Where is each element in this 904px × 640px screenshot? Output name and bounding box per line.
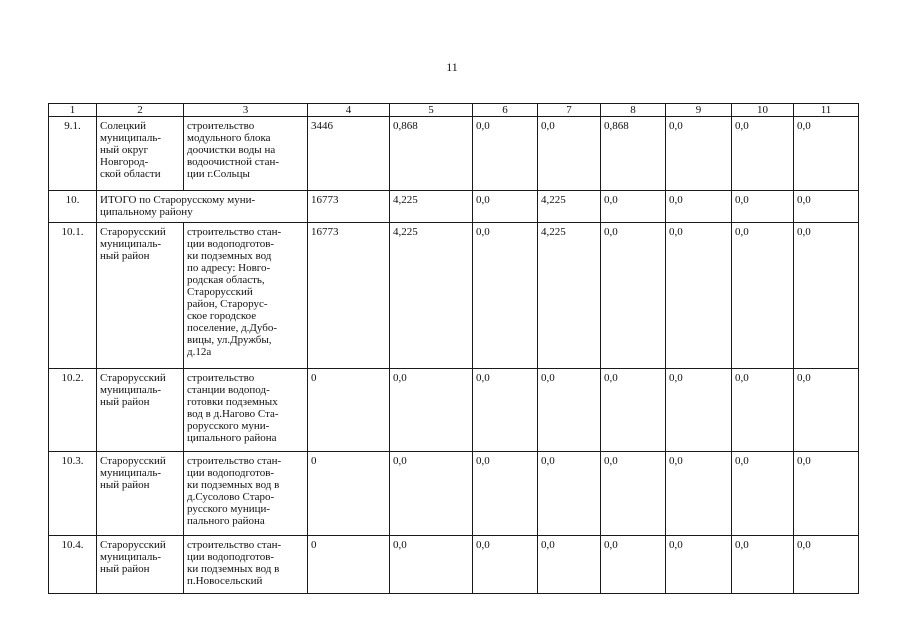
project-description-cell: строительство стан- ции водоподготов- ки подземных вод в д.Сусолово Старо- русского муници- пального района [184, 452, 308, 536]
value-cell: 0,0 [601, 452, 666, 536]
column-number: 4 [308, 104, 390, 117]
value-cell: 0 [308, 369, 390, 452]
table-row [49, 117, 859, 191]
column-number-row [49, 104, 859, 117]
value-cell: 0,0 [666, 452, 732, 536]
row-number: 10.1. [49, 223, 97, 369]
value-cell: 0,0 [732, 369, 794, 452]
project-description-cell: строительство стан- ции водоподготов- ки подземных вод по адресу: Новго- родская область, Старорусский район, Старорус- ское городское поселение, д.Дубо- вицы, ул.Дружбы, д.12а [184, 223, 308, 369]
value-cell: 0,0 [666, 117, 732, 191]
project-description-cell: строительство модульного блока доочистки воды на водоочистной стан- ции г.Сольцы [184, 117, 308, 191]
value-cell: 3446 [308, 117, 390, 191]
value-cell: 0,0 [473, 223, 538, 369]
value-cell: 0,0 [666, 223, 732, 369]
municipality-cell: Солецкий муниципаль- ный округ Новгород- ской области [97, 117, 184, 191]
value-cell: 0,0 [473, 369, 538, 452]
value-cell: 0,0 [794, 369, 859, 452]
value-cell: 0,0 [666, 369, 732, 452]
column-number: 2 [97, 104, 184, 117]
municipality-cell: Старорусский муниципаль- ный район [97, 536, 184, 594]
table-row [49, 536, 859, 594]
value-cell: 0 [308, 452, 390, 536]
row-number: 10. [49, 191, 97, 223]
total-label-cell: ИТОГО по Старорусскому муни- ципальному району [97, 191, 308, 223]
column-number: 6 [473, 104, 538, 117]
row-number: 10.2. [49, 369, 97, 452]
value-cell: 0,0 [794, 536, 859, 594]
value-cell: 0,0 [794, 452, 859, 536]
value-cell: 4,225 [538, 191, 601, 223]
column-number: 7 [538, 104, 601, 117]
table-row [49, 223, 859, 369]
municipality-cell: Старорусский муниципаль- ный район [97, 369, 184, 452]
row-number: 9.1. [49, 117, 97, 191]
table-row [49, 452, 859, 536]
page-number: 11 [446, 60, 458, 74]
value-cell: 0,0 [538, 117, 601, 191]
value-cell: 0,868 [390, 117, 473, 191]
investment-table [48, 103, 859, 594]
value-cell: 0,0 [732, 452, 794, 536]
value-cell: 0,0 [601, 223, 666, 369]
project-description-cell: строительство станции водопод- готовки подземных вод в д.Нагово Ста- рорусского муни- ципального района [184, 369, 308, 452]
value-cell: 0,0 [473, 536, 538, 594]
value-cell: 0,0 [732, 191, 794, 223]
column-number: 11 [794, 104, 859, 117]
value-cell: 0,0 [601, 369, 666, 452]
value-cell: 0,0 [666, 536, 732, 594]
value-cell: 0,0 [390, 452, 473, 536]
value-cell: 0,0 [538, 452, 601, 536]
column-number: 3 [184, 104, 308, 117]
value-cell: 0,0 [601, 536, 666, 594]
municipality-cell: Старорусский муниципаль- ный район [97, 223, 184, 369]
value-cell: 0,0 [732, 117, 794, 191]
value-cell: 0,868 [601, 117, 666, 191]
column-number: 5 [390, 104, 473, 117]
value-cell: 0,0 [473, 117, 538, 191]
value-cell: 0,0 [473, 191, 538, 223]
value-cell: 0,0 [732, 536, 794, 594]
value-cell: 0,0 [794, 223, 859, 369]
column-number: 9 [666, 104, 732, 117]
value-cell: 0,0 [666, 191, 732, 223]
column-number: 1 [49, 104, 97, 117]
value-cell: 0,0 [390, 369, 473, 452]
value-cell: 0,0 [794, 191, 859, 223]
value-cell: 0,0 [601, 191, 666, 223]
municipality-cell: Старорусский муниципаль- ный район [97, 452, 184, 536]
column-number: 10 [732, 104, 794, 117]
value-cell: 0,0 [732, 223, 794, 369]
table-row [49, 369, 859, 452]
value-cell: 16773 [308, 191, 390, 223]
value-cell: 0,0 [794, 117, 859, 191]
value-cell: 0,0 [538, 369, 601, 452]
value-cell: 4,225 [538, 223, 601, 369]
project-description-cell: строительство стан- ции водоподготов- ки подземных вод в п.Новосельский [184, 536, 308, 594]
value-cell: 16773 [308, 223, 390, 369]
value-cell: 4,225 [390, 223, 473, 369]
value-cell: 0 [308, 536, 390, 594]
column-number: 8 [601, 104, 666, 117]
value-cell: 4,225 [390, 191, 473, 223]
value-cell: 0,0 [390, 536, 473, 594]
value-cell: 0,0 [538, 536, 601, 594]
row-number: 10.4. [49, 536, 97, 594]
row-number: 10.3. [49, 452, 97, 536]
table-row-total [49, 191, 859, 223]
value-cell: 0,0 [473, 452, 538, 536]
